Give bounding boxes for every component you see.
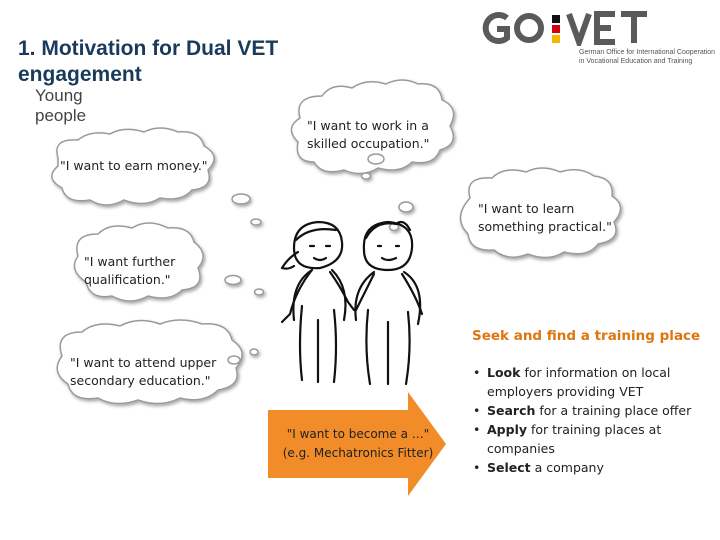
- arrow-text: [272, 425, 444, 463]
- cloud-money-text: "I want to earn money.": [60, 158, 208, 173]
- govet-tagline: German Office for International Cooperation in Vocational Education and Training: [579, 49, 716, 65]
- seek-steps-list: [470, 363, 715, 477]
- boy-figure: [355, 222, 422, 384]
- cloud-work-text: "I want to work in a skilled occupation.": [307, 118, 430, 151]
- seek-step-select: • Select a company: [470, 458, 715, 477]
- cloud-upper-text: "I want to attend upper secondary education.": [70, 355, 217, 388]
- page-title: 1. Motivation for Dual VET engagement: [18, 37, 279, 86]
- cloud-qualification-text: "I want further qualification.": [84, 254, 176, 287]
- cloud-learn-text: "I want to learn something practical.": [478, 201, 612, 234]
- seek-step-search: • Search for a training place offer: [470, 401, 715, 420]
- girl-figure: [282, 222, 354, 382]
- arrow-text-line-1: "I want to become a …": [286, 427, 430, 441]
- young-people-illustration: [268, 210, 438, 390]
- seek-step-look: • Look for information on local employers providing VET: [470, 363, 715, 401]
- seek-step-apply: • Apply for training places at companies: [470, 420, 715, 458]
- arrow-text-line-2: (e.g. Mechatronics Fitter): [282, 446, 434, 460]
- seek-title: Seek and find a training place: [472, 328, 701, 344]
- page-subtitle: Young people: [35, 86, 87, 125]
